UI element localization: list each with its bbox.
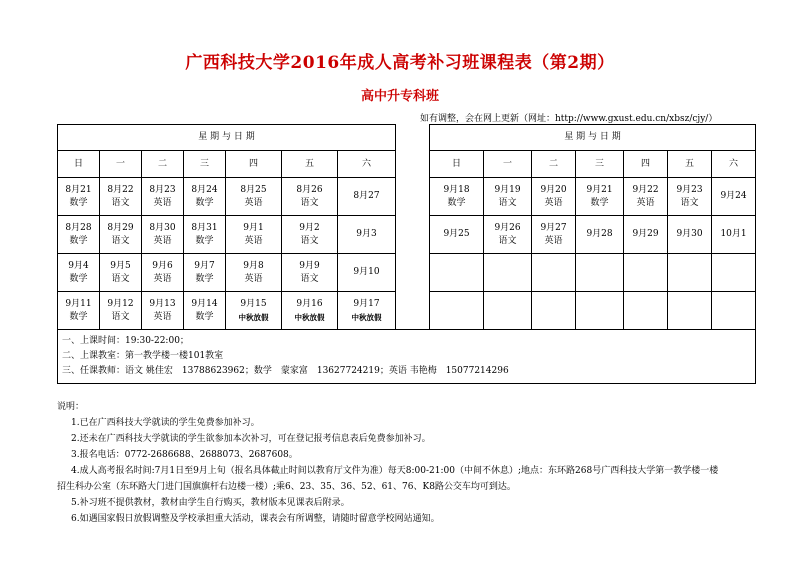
- day-date: 8月26: [296, 184, 323, 195]
- day-cell: [338, 216, 396, 254]
- day-subject: 英语: [244, 235, 263, 246]
- day-date: 9月17: [353, 298, 380, 309]
- day-subject: 数学: [69, 273, 88, 284]
- day-date: 9月14: [191, 298, 218, 309]
- day-subject: 语文: [680, 197, 699, 208]
- day-date: 9月26: [494, 222, 521, 233]
- day-date: 10月1: [720, 229, 747, 239]
- weekday-cell: 一: [100, 151, 142, 178]
- weekday-cell: 一: [484, 151, 532, 178]
- weekday-cell: 二: [142, 151, 184, 178]
- day-cell: [184, 216, 226, 254]
- day-subject: 英语: [244, 273, 263, 284]
- weekday-cell: 二: [532, 151, 576, 178]
- day-cell: [282, 254, 338, 292]
- day-subject: 数学: [69, 235, 88, 246]
- day-cell: [226, 178, 282, 216]
- day-cell: [430, 216, 484, 254]
- day-date: 9月15: [240, 298, 267, 309]
- day-cell: [624, 216, 668, 254]
- day-subject: 数学: [69, 311, 88, 322]
- day-date: 8月28: [65, 222, 92, 233]
- day-date: 9月12: [107, 298, 134, 309]
- note-item: 3.报名电话：0772-2686688、2688073、2687608。: [71, 450, 298, 460]
- weekday-cell: 三: [576, 151, 624, 178]
- day-date: 9月19: [494, 184, 521, 195]
- day-date: 8月31: [191, 222, 218, 233]
- day-date: 9月10: [353, 267, 380, 277]
- day-cell: [668, 254, 712, 292]
- day-cell: [100, 292, 142, 330]
- day-cell: [532, 216, 576, 254]
- info-row: [58, 330, 756, 384]
- day-cell: [668, 178, 712, 216]
- note-item: 6.如遇国家假日放假调整及学校承担重大活动，课表会有所调整，请随时留意学校网站通知。: [71, 514, 440, 524]
- day-subject: 英语: [244, 197, 263, 208]
- update-notice: 如有调整，会在网上更新（网址：http://www.gxust.edu.cn/xbsz/cjy/）: [420, 114, 718, 124]
- day-date: 9月7: [194, 260, 215, 271]
- day-subject: 语文: [111, 235, 130, 246]
- day-subject: 英语: [153, 197, 172, 208]
- day-date: 9月16: [296, 298, 323, 309]
- day-cell: [576, 254, 624, 292]
- day-date: 9月20: [540, 184, 567, 195]
- day-cell: [100, 216, 142, 254]
- day-cell: [338, 292, 396, 330]
- schedule-row: [58, 216, 756, 254]
- gap-cell: [396, 292, 430, 330]
- day-cell: [532, 254, 576, 292]
- day-cell: [142, 292, 184, 330]
- day-date: 9月8: [243, 260, 264, 271]
- day-cell: [100, 178, 142, 216]
- weekday-cell: 六: [712, 151, 756, 178]
- day-cell: [576, 216, 624, 254]
- day-subject: 语文: [111, 311, 130, 322]
- day-subject: 数学: [590, 197, 609, 208]
- day-date: 9月23: [676, 184, 703, 195]
- day-cell: [184, 292, 226, 330]
- day-date: 9月11: [65, 298, 92, 309]
- day-subject: 语文: [498, 235, 517, 246]
- day-date: 9月4: [68, 260, 89, 271]
- day-date: 9月9: [299, 260, 320, 271]
- day-cell: [484, 216, 532, 254]
- day-date: 9月21: [586, 184, 613, 195]
- day-cell: [576, 292, 624, 330]
- info-line: 二、上课教室：第一教学楼一楼101教室: [62, 351, 224, 361]
- day-date: 8月30: [149, 222, 176, 233]
- day-cell: [712, 292, 756, 330]
- day-subject: 语文: [300, 273, 319, 284]
- class-info: [58, 330, 756, 384]
- day-date: 9月6: [152, 260, 173, 271]
- day-cell: [712, 254, 756, 292]
- day-date: 9月13: [149, 298, 176, 309]
- day-subject: 中秋放假: [238, 312, 269, 322]
- notes-section: [57, 399, 757, 527]
- day-cell: [532, 178, 576, 216]
- day-cell: [142, 216, 184, 254]
- day-cell: [484, 178, 532, 216]
- info-line: 一、上课时间：19:30-22:00；: [62, 336, 189, 346]
- day-date: 9月1: [243, 222, 264, 233]
- day-cell: [532, 292, 576, 330]
- day-date: 9月5: [110, 260, 131, 271]
- weekday-cell: 日: [430, 151, 484, 178]
- weekday-cell: 六: [338, 151, 396, 178]
- schedule-row: [58, 254, 756, 292]
- day-cell: [226, 254, 282, 292]
- day-cell: [576, 178, 624, 216]
- day-subject: 英语: [153, 273, 172, 284]
- day-cell: [226, 292, 282, 330]
- day-cell: [58, 254, 100, 292]
- day-cell: [100, 254, 142, 292]
- schedule-row: [58, 178, 756, 216]
- day-cell: [430, 178, 484, 216]
- day-subject: 语文: [111, 273, 130, 284]
- day-date: 9月24: [720, 191, 747, 201]
- day-subject: 英语: [153, 311, 172, 322]
- day-date: 9月29: [632, 229, 659, 239]
- weekday-cell: 四: [624, 151, 668, 178]
- day-date: 9月3: [356, 229, 377, 239]
- day-subject: 数学: [195, 273, 214, 284]
- weekday-cell: 四: [226, 151, 282, 178]
- day-subject: 数学: [195, 235, 214, 246]
- weekday-row: [58, 151, 756, 178]
- day-cell: [624, 292, 668, 330]
- note-item: 5.补习班不提供教材，教材由学生自行购买，教材版本见课表后附录。: [71, 498, 350, 508]
- note-item: 4.成人高考报名时间:7月1日至9月上旬（报名具体截止时间以教育厅文件为准）每天8:00-21:00（中间不休息）;地点：东环路268号广西科技大学第一教学楼一楼: [71, 466, 719, 476]
- day-date: 9月28: [586, 229, 613, 239]
- day-subject: 英语: [544, 197, 563, 208]
- day-cell: [58, 292, 100, 330]
- day-date: 8月22: [107, 184, 134, 195]
- header-row: [58, 125, 756, 151]
- day-date: 8月21: [65, 184, 92, 195]
- day-subject: 数学: [195, 197, 214, 208]
- day-subject: 中秋放假: [351, 312, 382, 322]
- day-date: 9月25: [443, 229, 470, 239]
- day-date: 8月29: [107, 222, 134, 233]
- day-subject: 英语: [544, 235, 563, 246]
- day-cell: [58, 178, 100, 216]
- schedule-table: [57, 124, 756, 384]
- gap-cell: [396, 125, 430, 151]
- day-cell: [712, 178, 756, 216]
- day-subject: 英语: [636, 197, 655, 208]
- day-cell: [430, 292, 484, 330]
- day-date: 9月27: [540, 222, 567, 233]
- day-date: 8月25: [240, 184, 267, 195]
- day-date: 9月18: [443, 184, 470, 195]
- note-item-continued: 招生科办公室（东环路大门进门国旗旗杆右边楼一楼）;乘6、23、35、36、52、61、76、K8路公交车均可到达。: [57, 482, 516, 492]
- day-subject: 语文: [111, 197, 130, 208]
- day-cell: [484, 292, 532, 330]
- day-cell: [142, 254, 184, 292]
- schedule-row: [58, 292, 756, 330]
- gap-cell: [396, 216, 430, 254]
- day-subject: 语文: [300, 235, 319, 246]
- day-date: 8月24: [191, 184, 218, 195]
- day-cell: [58, 216, 100, 254]
- day-subject: 中秋放假: [294, 312, 325, 322]
- gap-cell: [396, 254, 430, 292]
- right-period-header: 星 期 与 日 期: [430, 125, 756, 151]
- weekday-cell: 日: [58, 151, 100, 178]
- day-cell: [338, 254, 396, 292]
- day-date: 9月22: [632, 184, 659, 195]
- day-cell: [484, 254, 532, 292]
- day-cell: [282, 178, 338, 216]
- day-date: 8月23: [149, 184, 176, 195]
- day-cell: [624, 178, 668, 216]
- page-subtitle: 高中升专科班: [360, 89, 439, 104]
- day-cell: [668, 292, 712, 330]
- day-cell: [226, 216, 282, 254]
- weekday-cell: 五: [282, 151, 338, 178]
- page-title: 广西科技大学2016年成人高考补习班课程表（第2期）: [185, 53, 615, 73]
- day-cell: [712, 216, 756, 254]
- day-cell: [184, 178, 226, 216]
- day-cell: [282, 216, 338, 254]
- note-item: 2.还未在广西科技大学就读的学生欲参加本次补习，可在登记报考信息表后免费参加补习。: [71, 434, 431, 444]
- day-date: 8月27: [353, 191, 380, 201]
- day-date: 9月2: [299, 222, 320, 233]
- day-cell: [338, 178, 396, 216]
- day-subject: 语文: [300, 197, 319, 208]
- notes-title: 说明：: [57, 402, 85, 412]
- day-subject: 英语: [153, 235, 172, 246]
- day-subject: 语文: [498, 197, 517, 208]
- info-line: 三、任课教师：语文 姚佳宏 13788623962；数学 蒙家富 13627724219；英语 韦艳梅 15077214296: [62, 366, 509, 376]
- gap-cell: [396, 151, 430, 178]
- weekday-cell: 三: [184, 151, 226, 178]
- note-item: 1.已在广西科技大学就读的学生免费参加补习。: [71, 418, 260, 428]
- day-date: 9月30: [676, 229, 703, 239]
- day-cell: [142, 178, 184, 216]
- day-subject: 数学: [447, 197, 466, 208]
- day-cell: [430, 254, 484, 292]
- day-cell: [282, 292, 338, 330]
- day-subject: 数学: [69, 197, 88, 208]
- day-subject: 数学: [195, 311, 214, 322]
- left-period-header: 星 期 与 日 期: [58, 125, 396, 151]
- day-cell: [184, 254, 226, 292]
- day-cell: [624, 254, 668, 292]
- day-cell: [668, 216, 712, 254]
- gap-cell: [396, 178, 430, 216]
- weekday-cell: 五: [668, 151, 712, 178]
